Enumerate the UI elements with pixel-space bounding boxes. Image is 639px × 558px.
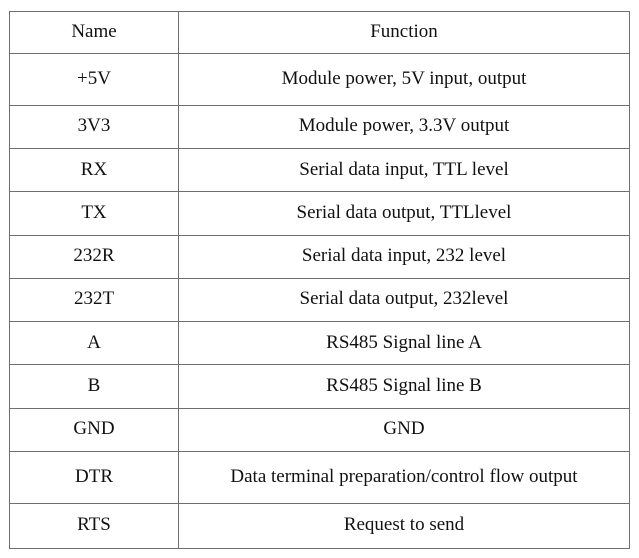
pin-name-cell: +5V bbox=[10, 54, 179, 106]
pin-name-cell: 232T bbox=[10, 278, 179, 321]
pin-function-cell: Request to send bbox=[179, 503, 630, 548]
table-row bbox=[10, 148, 630, 191]
pin-function-cell: Module power, 3.3V output bbox=[179, 105, 630, 148]
pin-function-cell: Module power, 5V input, output bbox=[179, 54, 630, 106]
table-header-row bbox=[10, 12, 630, 54]
pin-name-cell: TX bbox=[10, 192, 179, 235]
pin-name-cell: DTR bbox=[10, 451, 179, 503]
header-function: Function bbox=[179, 12, 630, 54]
pin-function-table bbox=[9, 11, 630, 549]
table-row bbox=[10, 451, 630, 503]
pin-function-cell: Data terminal preparation/control flow output bbox=[179, 451, 630, 503]
pin-name-cell: B bbox=[10, 365, 179, 408]
pin-function-cell: GND bbox=[179, 408, 630, 451]
header-name: Name bbox=[10, 12, 179, 54]
table-row bbox=[10, 235, 630, 278]
pin-name-cell: GND bbox=[10, 408, 179, 451]
table-row bbox=[10, 365, 630, 408]
table-row bbox=[10, 503, 630, 548]
table-row bbox=[10, 278, 630, 321]
pin-name-cell: 3V3 bbox=[10, 105, 179, 148]
pin-name-cell: RTS bbox=[10, 503, 179, 548]
pin-name-cell: RX bbox=[10, 148, 179, 191]
table-row bbox=[10, 54, 630, 106]
pin-name-cell: 232R bbox=[10, 235, 179, 278]
pin-function-cell: RS485 Signal line A bbox=[179, 322, 630, 365]
pin-function-cell: Serial data input, TTL level bbox=[179, 148, 630, 191]
pin-function-cell: Serial data output, 232level bbox=[179, 278, 630, 321]
table-row bbox=[10, 105, 630, 148]
table-row bbox=[10, 408, 630, 451]
pin-name-cell: A bbox=[10, 322, 179, 365]
pin-function-cell: Serial data input, 232 level bbox=[179, 235, 630, 278]
pin-function-cell: RS485 Signal line B bbox=[179, 365, 630, 408]
table-row bbox=[10, 322, 630, 365]
table-row bbox=[10, 192, 630, 235]
pin-function-cell: Serial data output, TTLlevel bbox=[179, 192, 630, 235]
